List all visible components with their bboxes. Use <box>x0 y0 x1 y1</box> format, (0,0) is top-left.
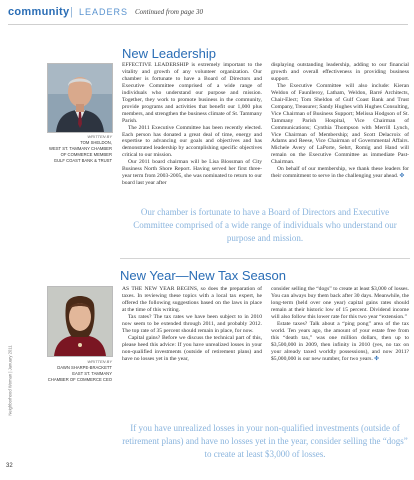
article-column-2-tax <box>271 286 409 362</box>
end-mark-icon: ✣ <box>399 173 405 180</box>
author-title-line: OF COMMERCE MEMBER <box>60 152 112 157</box>
author-caption-leadership <box>20 134 112 164</box>
author-title-line: GULF COAST BANK & TRUST <box>53 158 112 163</box>
paragraph: consider selling the “dogs” to create at least $3,000 of losses. You can always buy them back after 30 days. Meanwhile, the long-term (held over one year) capital gains rates should remain at their historic low of 15 percent. Dividend income will also follow this lower rate for this two year “extension.” <box>271 286 409 320</box>
author-name: TOM SHELDON, <box>80 140 112 145</box>
page-header <box>0 0 414 30</box>
continued-note: Continued from page 30 <box>135 8 203 16</box>
paragraph: Our 2011 board chairman will be Lisa Blossman of City Business North Shore Report. Having served her first three-year term from 2003-2005, she was nominated to return to our board last year after <box>122 159 262 187</box>
author-caption-tax <box>20 359 112 383</box>
paragraph: The Executive Committee will also include: Kieran Weldon of Faunlleroy, Latham, Weldon, Barré Architects, Chair-Elect; Tom Sheldon of Gulf Coast Bank and Trust Company, Treasurer; Sandy Hughes with Hughes Consulting, Vice Chairman of Business Support; Melissa Hodgson of St. Tammany Parish Hospital, Vice Chairman of Communications; Cynthia Thompson with Merrill Lynch, Vice Chairman of Membership; and Scott Delacroix of Adams and Reese, Vice Chairman of Governmental Affairs. Michele Avery of LaPorte, Sehrt, Romig and Hand will remain on the Executive Committee as immediate Past-Chairman. <box>271 82 409 166</box>
author-photo-dawn-sharpe-brackett <box>47 286 113 357</box>
paragraph-text: Estate taxes? Talk about a “ping pong” area of the tax world. Ten years ago, the amount of your estate free from this “death tax,” was one million dollars, then up to $3,500,000 in 2009, then infinity in 2010 (yes, no tax on your already taxed worldly possessions), and now 2011? $5,000,000 is our new number, for two years. <box>271 320 409 362</box>
author-name: DAWN SHARPE-BRACKETT <box>57 365 112 370</box>
paragraph: Capital gains? Before we discuss the technical part of this, please heed this advice: If you have unrealized losses in your non-qualified investments (outside of retirement plans) and have no losses yet in the year, <box>122 334 262 362</box>
author-photo-tom-sheldon <box>47 63 113 133</box>
pullquote-leadership: Our chamber is fortunate to have a Board of Directors and Executive Committee comprised of a wide range of individuals who understand our purpose and mission. <box>133 207 397 243</box>
paragraph: Tax rates? The tax rates we have been subject to in 2010 now seem to be extended through 2011, and probably 2012. The top rate of 35 percent should remain in place, for now. <box>122 313 262 334</box>
end-mark-icon: ✣ <box>374 355 379 362</box>
paragraph <box>271 166 409 180</box>
paragraph: EFFECTIVE LEADERSHIP is extremely important to the vitality and growth of any volunteer organization. Our chamber is fortunate to have a Board of Directors and Executive Committee comprised of a wide range of individuals who understand our purpose and mission. Together, they work to promote business in the community, provide programs and activities that benefit our 1,000 plus members, and strengthen the business climate of St. Tammany Parish. <box>122 62 262 124</box>
article-column-1-leadership <box>122 62 262 187</box>
pullquote-tax: If you have unrealized losses in your non-qualified investments (outside of retirement plans) and have no losses yet in the year, consider selling the “dogs” to create at least $3,000 of losses. <box>122 423 408 459</box>
paragraph: displaying outstanding leadership, adding to our financial growth and overall effectiveness in providing business support. <box>271 62 409 82</box>
header-separator: | <box>70 6 73 18</box>
author-title-line: WEST ST. TAMMANY CHAMBER <box>49 146 112 151</box>
article-column-2-leadership <box>271 62 409 180</box>
header-rule <box>8 24 408 25</box>
paragraph: AS THE NEW YEAR BEGINS, so does the preparation of taxes. In reviewing these topics with a local tax expert, he offered the following suggestions based on the laws in place at the time of this writing. <box>122 286 262 313</box>
article-column-1-tax <box>122 286 262 362</box>
paragraph-text: On behalf of our membership, we thank these leaders for their commitment to serve in the challenging year ahead. <box>271 166 409 180</box>
article-title-tax: New Year—New Tax Season <box>120 268 286 283</box>
section-label: community <box>8 6 70 18</box>
paragraph: The 2011 Executive Committee has been recently elected. Each person has donated a great deal of time, energy and expertise to advancing our goals and objectives and has demonstrated leadership by accomplishing specific objectives critical to our mission. <box>122 124 262 159</box>
article-title-leadership: New Leadership <box>122 46 216 61</box>
publication-sidebar: Neighborhood Woman | January 2011 <box>7 345 13 416</box>
written-by-label: WRITTEN BY <box>87 134 112 139</box>
author-title-line: EAST ST. TAMMANY <box>72 371 112 376</box>
page-number: 32 <box>6 463 13 469</box>
written-by-label: WRITTEN BY <box>87 359 112 364</box>
author-title-line: CHAMBER OF COMMERCE CEO <box>47 377 112 382</box>
subsection-label: LEADERS <box>79 7 129 17</box>
section-divider <box>120 258 410 259</box>
